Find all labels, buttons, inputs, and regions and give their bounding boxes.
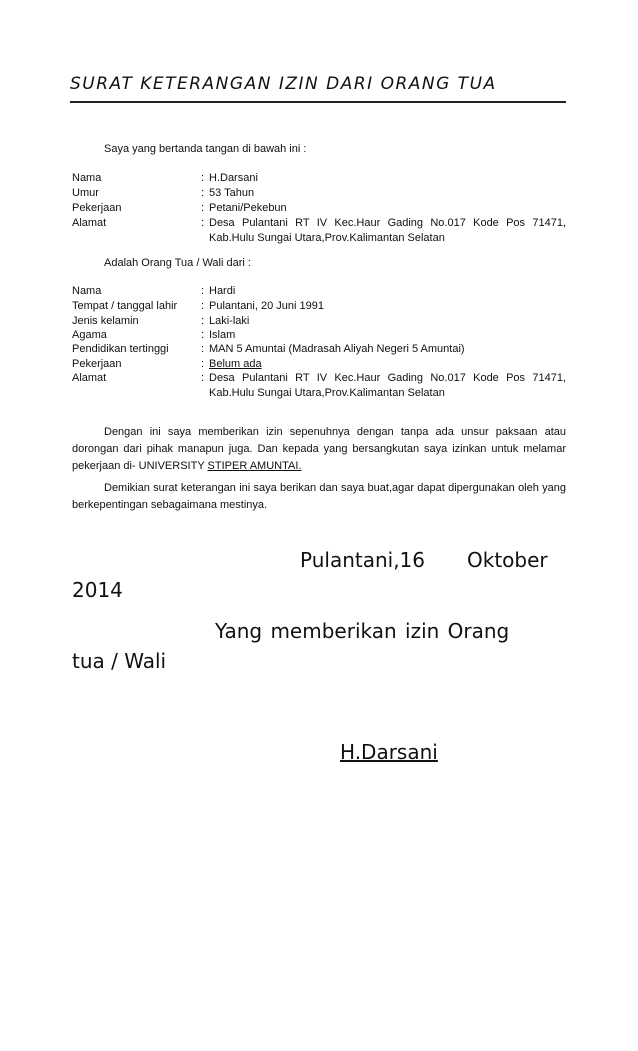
field-label: Tempat / tanggal lahir <box>72 300 178 312</box>
colon: : <box>201 202 205 214</box>
colon: : <box>201 217 205 229</box>
field-value: Hardi <box>209 285 236 297</box>
field-label: Alamat <box>72 372 107 384</box>
colon: : <box>201 172 205 184</box>
closing-text: Demikian surat keterangan ini saya berikan dan saya buat,agar dapat dipergunakan oleh yang berkepentingan sebagaimana mestinya. <box>72 482 566 511</box>
place-date-part2: Oktober <box>467 548 548 572</box>
field-label: Pekerjaan <box>72 358 122 370</box>
colon: : <box>201 358 205 370</box>
field-value: Desa Pulantani RT IV Kec.Haur Gading No.017 Kode Pos 71471, Kab.Hulu Sungai Utara,Prov.Kalimantan Selatan <box>209 217 566 244</box>
consent-text: Dengan ini saya memberikan izin sepenuhnya dengan tanpa ada unsur paksaan atau dorongan dari pihak manapun juga. Dan kepada yang bersangkutan saya izinkan untuk melamar pekerjaan di- UNIVERSITY <box>72 426 566 472</box>
closing-paragraph <box>72 480 566 514</box>
field-value: Petani/Pekebun <box>209 202 287 214</box>
guardian-intro-text: Adalah Orang Tua / Wali dari : <box>104 257 251 269</box>
colon: : <box>201 372 205 384</box>
colon: : <box>201 187 205 199</box>
field-value: Laki-laki <box>209 315 250 327</box>
colon: : <box>201 343 205 355</box>
colon: : <box>201 329 205 341</box>
field-label: Jenis kelamin <box>72 315 139 327</box>
field-value: 53 Tahun <box>209 187 255 199</box>
place-date-part1: Pulantani,16 <box>300 548 426 572</box>
field-value: Pulantani, 20 Juni 1991 <box>209 300 324 312</box>
document-title: SURAT KETERANGAN IZIN DARI ORANG TUA <box>70 74 497 94</box>
field-label: Nama <box>72 285 102 297</box>
signature-year: 2014 <box>72 578 123 602</box>
colon: : <box>201 300 205 312</box>
colon: : <box>201 315 205 327</box>
field-value: MAN 5 Amuntai (Madrasah Aliyah Negeri 5 Amuntai) <box>209 343 465 355</box>
consent-paragraph <box>72 424 566 475</box>
title-underline <box>70 101 566 103</box>
field-label: Umur <box>72 187 99 199</box>
colon: : <box>201 285 205 297</box>
field-value: Belum ada <box>209 358 262 370</box>
field-label: Alamat <box>72 217 107 229</box>
field-label: Pekerjaan <box>72 202 122 214</box>
field-label: Agama <box>72 329 107 341</box>
field-label: Pendidikan tertinggi <box>72 343 169 355</box>
field-value: Desa Pulantani RT IV Kec.Haur Gading No.017 Kode Pos 71471, Kab.Hulu Sungai Utara,Prov.Kalimantan Selatan <box>209 372 566 399</box>
field-value: H.Darsani <box>209 172 258 184</box>
field-value: Islam <box>209 329 236 341</box>
institution-name: STIPER AMUNTAI. <box>207 460 302 472</box>
field-label: Nama <box>72 172 102 184</box>
giver-line-2: tua / Wali <box>72 649 167 673</box>
signatory-name: H.Darsani <box>340 740 438 764</box>
intro-text: Saya yang bertanda tangan di bawah ini : <box>104 143 307 155</box>
giver-line-1: Yang memberikan izin Orang <box>215 619 510 643</box>
